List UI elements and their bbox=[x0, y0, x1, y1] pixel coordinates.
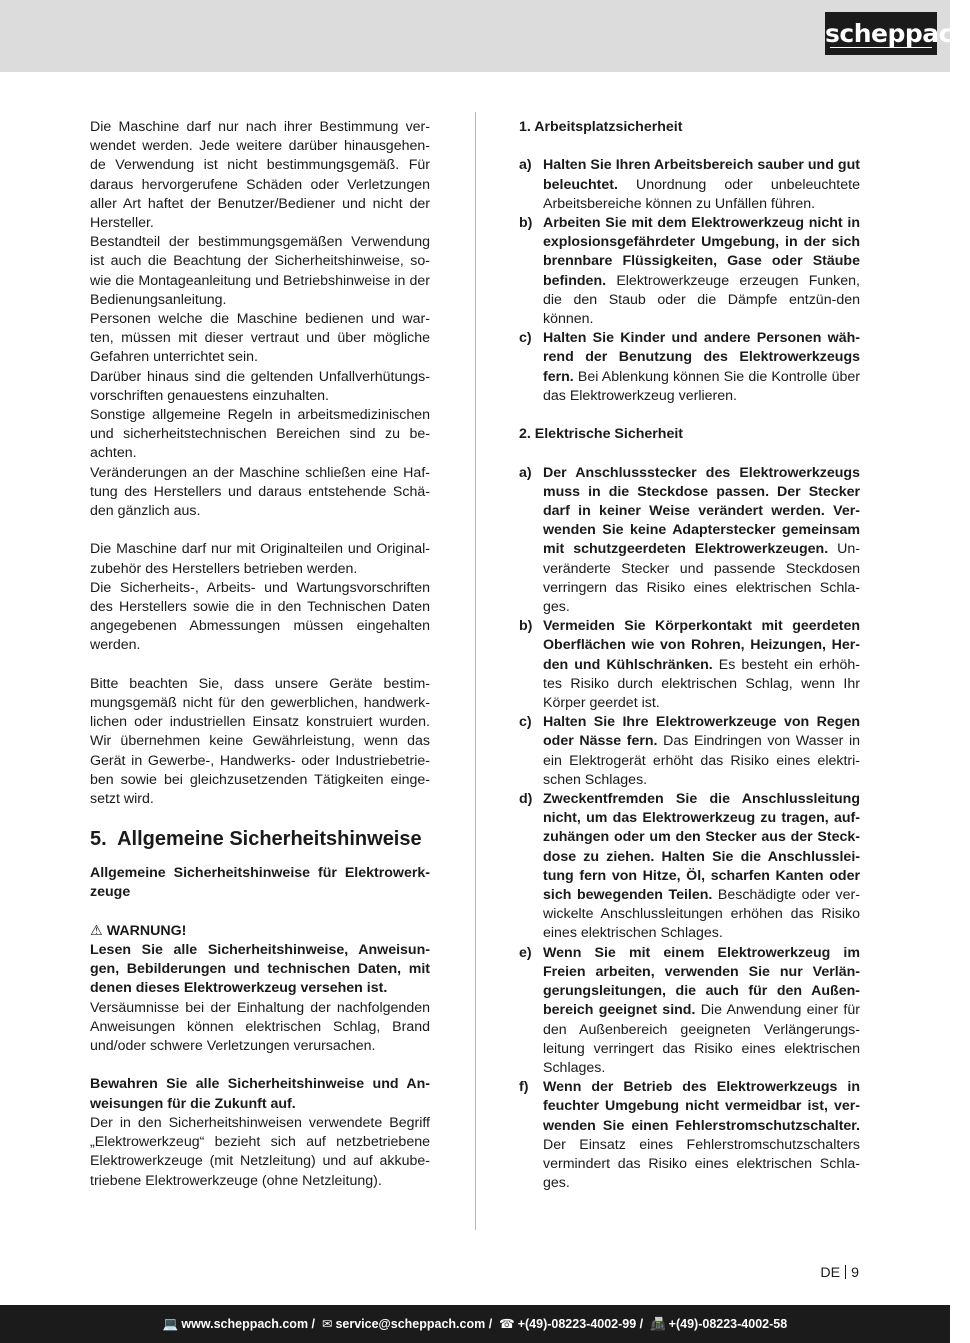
brand-logo bbox=[825, 12, 970, 55]
intro-paragraph: Personen welche die Maschine bedienen und war-ten, müssen mit dieser vertraut und über mögliche Gefahren unterrichtet sein. bbox=[90, 311, 430, 366]
intro-paragraph: Veränderungen an der Maschine schließen eine Haf-tung des Herstellers und daraus entstehende Schä-den gänzlich aus. bbox=[90, 464, 430, 520]
list-item-bold: Wenn Sie mit einem Elektrowerkzeug im Freien arbeiten, verwenden Sie nur Verlän-gerungsleitungen, die auch für den Außen-bereich geeignet sind. bbox=[543, 944, 860, 1019]
intro-paragraph: Bestandteil der bestimmungsgemäßen Verwendung ist auch die Beachtung der Sicherheitshinweise, so-wie die Montageanleitung und Betriebshinweise in der Bedienungsanleitung. bbox=[90, 234, 430, 308]
right-column bbox=[519, 118, 860, 1193]
warning-text: Versäumnisse bei der Einhaltung der nachfolgenden Anweisungen können elektrischen Schlag, Brand und/oder schwere Verletzungen verursachen. bbox=[90, 999, 430, 1055]
list-item-bold: Halten Sie Ihren Arbeitsbereich sauber und gut beleuchtet. bbox=[543, 157, 860, 193]
parts-paragraph: Die Maschine darf nur mit Originalteilen und Original-zubehör des Herstellers betrieben werden. bbox=[90, 541, 430, 577]
list-item-text: Es besteht ein erhöh-tes Risiko durch elektrischen Schlag, wenn Ihr Körper geerdet ist. bbox=[543, 656, 860, 712]
list-item bbox=[519, 617, 860, 713]
list-item-bold: Der Anschlussstecker des Elektrowerkzeugs muss in die Steckdose passen. Der Stecker darf in keiner Weise verändert werden. Ver-wenden Sie keine Adapterstecker gemeinsam mit schutzgeerdeten Elektrowerkzeugen. bbox=[543, 464, 860, 558]
left-column bbox=[90, 118, 430, 1191]
column-divider bbox=[475, 112, 476, 1230]
list-item bbox=[519, 156, 860, 214]
list-item-bold: Halten Sie Kinder und andere Personen wäh-rend der Benutzung des Elektrowerkzeugs fern. bbox=[543, 330, 860, 385]
list-item-text: Bei Ablenkung können Sie die Kontrolle über das Elektrowerkzeug verlieren. bbox=[543, 368, 860, 404]
list-item-text: Die Anwendung einer für den Außenbereich geeigneten Verlängerungs-leitung verringert das Risiko eines elektrischen Schlages. bbox=[543, 1002, 860, 1076]
list-label: c) bbox=[519, 330, 532, 347]
list-item-text: Beschädigte oder ver-wickelte Anschlussleitungen erhöhen das Risiko eines elektrischen Schlages. bbox=[543, 887, 860, 942]
section-title: Allgemeine Sicherheitshinweise bbox=[117, 828, 422, 851]
keep-instructions-bold: Bewahren Sie alle Sicherheitshinweise und An-weisungen für die Zukunft auf. bbox=[90, 1076, 430, 1112]
list-item-text: Der Einsatz eines Fehlerstromschutzschalters vermindert das Risiko eines elektrischen Schla-ges. bbox=[543, 1136, 860, 1192]
list-label: c) bbox=[519, 714, 532, 731]
footer-band bbox=[0, 1305, 950, 1343]
section-heading bbox=[90, 827, 430, 851]
intro-paragraph: Sonstige allgemeine Regeln in arbeitsmedizinischen und sicherheitstechnischen Bereichen sind zu be-achten. bbox=[90, 407, 430, 462]
footer-phone: +(49)-08223-4002-99 / bbox=[517, 1317, 644, 1331]
footer-website: www.scheppach.com / bbox=[181, 1317, 316, 1331]
phone-icon: ☎ bbox=[499, 1317, 515, 1331]
footer-fax: +(49)-08223-4002-58 bbox=[668, 1317, 788, 1331]
list-label: a) bbox=[519, 464, 532, 481]
list-item-bold: Halten Sie Ihre Elektrowerkzeuge von Regen oder Nässe fern. bbox=[543, 714, 860, 750]
brand-logo-text: scheppach bbox=[825, 19, 970, 48]
list-item-bold: Wenn der Betrieb des Elektrowerkzeugs in feuchter Umgebung nicht vermeidbar ist, ver-wenden Sie einen Fehlerstromschutzschalter. bbox=[543, 1079, 860, 1134]
list-item bbox=[519, 944, 860, 1078]
list-item-text: Das Eindringen von Wasser in ein Elektrogerät erhöht das Risiko eines elektri-schen Schlages. bbox=[543, 733, 860, 788]
list-label: a) bbox=[519, 157, 532, 174]
list-item bbox=[519, 464, 860, 618]
list-item-bold: Vermeiden Sie Körperkontakt mit geerdeten Oberflächen wie von Rohren, Heizungen, Her-den und Kühlschränken. bbox=[543, 618, 860, 673]
header-band bbox=[0, 0, 950, 72]
keep-instructions-text: Der in den Sicherheitshinweisen verwendete Begriff „Elektrowerkzeug“ bezieht sich auf netzbetriebene Elektrowerkzeuge (mit Netzleitung) und auf akkube-triebene Elektrowerkzeuge (ohne Netzleitung). bbox=[90, 1114, 430, 1189]
list-item bbox=[519, 329, 860, 406]
section-number: 5. bbox=[90, 828, 107, 851]
list-label: f) bbox=[519, 1079, 529, 1096]
mail-icon: ✉ bbox=[321, 1317, 333, 1331]
list-label: b) bbox=[519, 215, 533, 231]
list-item-text: Elektrowerkzeuge erzeugen Funken, die den Staub oder die Dämpfe entzün-den können. bbox=[543, 272, 860, 328]
list-label: e) bbox=[519, 944, 532, 961]
footer-email: service@scheppach.com / bbox=[335, 1317, 493, 1331]
warning-icon: ⚠ bbox=[90, 922, 103, 939]
list-item-text: Un-veränderte Stecker und passende Steckdosen verringern das Risiko eines elektrischen Schla-ges. bbox=[543, 541, 860, 616]
list-item-text: Unordnung oder unbeleuchtete Arbeitsbereiche können zu Unfällen führen. bbox=[543, 176, 860, 212]
list-item bbox=[519, 1078, 860, 1193]
intro-paragraph: Darüber hinaus sind die geltenden Unfallverhütungs-vorschriften genauestens einzuhalten. bbox=[90, 368, 430, 404]
list-item bbox=[519, 214, 860, 329]
usage-paragraph: Bitte beachten Sie, dass unsere Geräte bestim-mungsgemäß nicht für den gewerblichen, handwerk-lichen oder industriellen Einsatz konstruiert wurden. Wir übernehmen keine Gewährleistung, wenn das Gerät in Gewerbe-, Handwerks- oder Industriebetrie-ben sowie bei gleichzusetzenden Tätigkeiten einge-setzt wird. bbox=[90, 675, 430, 808]
list-label: b) bbox=[519, 618, 533, 635]
warning-label: WARNUNG! bbox=[106, 922, 187, 939]
list-item bbox=[519, 790, 860, 944]
intro-paragraph: Die Maschine darf nur nach ihrer Bestimmung ver-wendet werden. Jede weitere darüber hinausgehen-de Verwendung ist nicht bestimmungsgemäß. Für daraus hervorgerufene Schäden oder Verletzungen aller Art haftet der Benutzer/Bediener und nicht der Hersteller. bbox=[90, 119, 430, 232]
section-heading-electrical: 2. Elektrische Sicherheit bbox=[519, 426, 684, 443]
computer-icon: 💻 bbox=[162, 1317, 179, 1331]
list-item bbox=[519, 713, 860, 790]
warning-heading bbox=[90, 922, 430, 941]
list-label: d) bbox=[519, 791, 533, 808]
list-item-bold: Arbeiten Sie mit dem Elektrowerkzeug nicht in explosionsgefährdeter Umgebung, in der sich brennbare Flüssigkeiten, Gase oder Stäube befinden. bbox=[543, 215, 860, 289]
list-item-bold: Zweckentfremden Sie die Anschlussleitung nicht, um das Elektrowerkzeug zu tragen, auf-zuhängen oder um den Stecker aus der Steck-dose zu ziehen. Halten Sie die Anschlusslei-tung fern von Hitze, Öl, scharfen Kanten oder sich bewegenden Teilen. bbox=[543, 791, 860, 904]
fax-icon: 📠 bbox=[650, 1317, 666, 1331]
page-number-value: 9 bbox=[851, 1265, 859, 1281]
page-lang: DE bbox=[820, 1265, 841, 1281]
section-subtitle: Allgemeine Sicherheitshinweise für Elektrowerk-zeuge bbox=[90, 865, 430, 901]
section-heading-workplace: 1. Arbeitsplatzsicherheit bbox=[519, 119, 683, 135]
warning-bold-text: Lesen Sie alle Sicherheitshinweise, Anweisun-gen, Bebilderungen und technischen Daten, mit denen dieses Elektrowerkzeug versehen ist. bbox=[90, 942, 430, 997]
page-number bbox=[820, 1265, 859, 1281]
parts-paragraph: Die Sicherheits-, Arbeits- und Wartungsvorschriften des Herstellers sowie die in den Technischen Daten angegebenen Abmessungen müssen eingehalten werden. bbox=[90, 579, 430, 654]
